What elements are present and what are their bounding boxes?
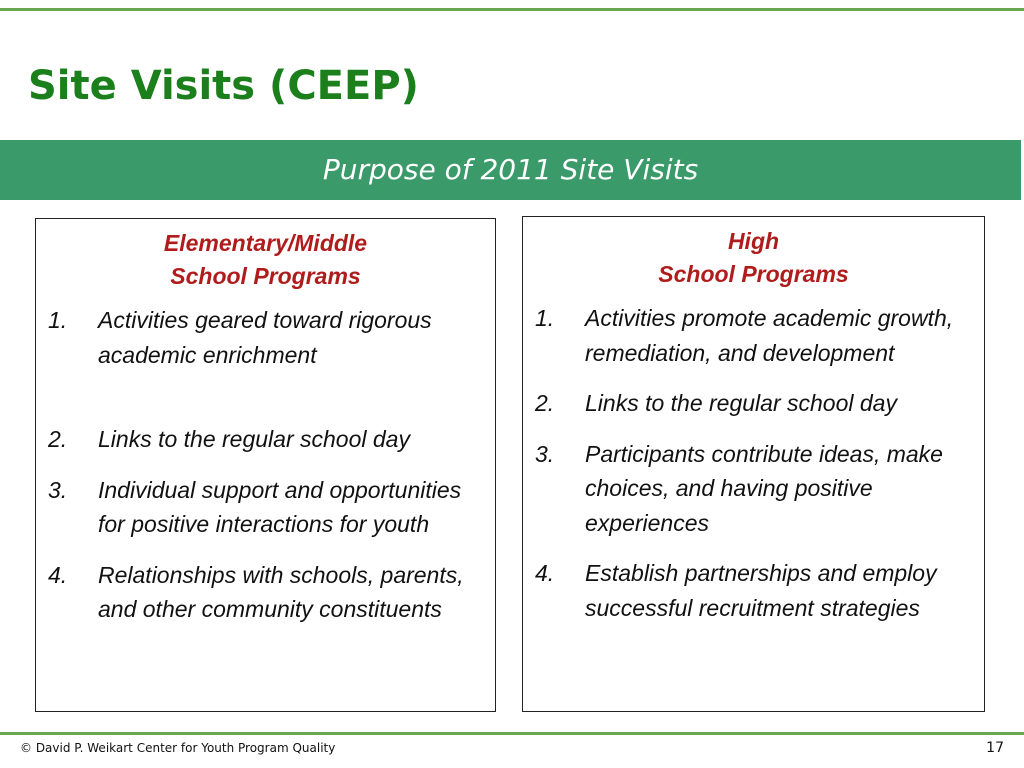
heading-line-2: School Programs: [170, 263, 361, 289]
item-text: Activities geared toward rigorous academic enrichment: [98, 307, 432, 368]
slide-title: Site Visits (CEEP): [28, 63, 419, 109]
list-item: [36, 422, 495, 457]
heading-line-1: High: [727, 228, 780, 254]
item-number: 2.: [48, 426, 68, 452]
item-number: 4.: [48, 561, 68, 588]
list-item: [523, 556, 984, 625]
item-text: Participants contribute ideas, make choices, and having positive experiences: [585, 440, 943, 536]
item-number: 1.: [48, 307, 68, 333]
elementary-middle-list: [36, 303, 495, 627]
page-number: 17: [986, 740, 1004, 756]
elementary-middle-heading: [36, 227, 495, 293]
list-item: [523, 386, 984, 421]
item-text: Individual support and opportunities for positive interactions for youth: [98, 476, 462, 537]
list-item: [36, 558, 495, 627]
copyright-footer: © David P. Weikart Center for Youth Program Quality: [20, 741, 336, 755]
section-banner: [0, 140, 1021, 200]
heading-line-2: School Programs: [658, 261, 849, 287]
list-item: [36, 473, 495, 542]
item-number: 1.: [535, 305, 555, 331]
item-number: 3.: [48, 476, 68, 503]
item-text: Activities promote academic growth, remediation, and development: [585, 305, 954, 366]
item-text: Links to the regular school day: [98, 426, 410, 452]
high-school-list: [523, 301, 984, 625]
high-school-heading: [523, 225, 984, 291]
item-number: 2.: [535, 390, 555, 416]
bottom-divider: [0, 732, 1024, 735]
high-school-box: [522, 216, 985, 712]
list-item: [523, 437, 984, 541]
top-divider: [0, 8, 1024, 11]
list-item: [523, 301, 984, 370]
heading-line-1: Elementary/Middle: [163, 230, 368, 256]
list-item: [36, 303, 495, 372]
item-text: Links to the regular school day: [585, 390, 897, 416]
item-text: Relationships with schools, parents, and other community constituents: [98, 561, 464, 622]
item-text: Establish partnerships and employ successful recruitment strategies: [585, 560, 937, 621]
item-number: 3.: [535, 440, 555, 467]
elementary-middle-box: [35, 218, 496, 712]
item-number: 4.: [535, 560, 555, 586]
banner-text: Purpose of 2011 Site Visits: [322, 153, 699, 186]
